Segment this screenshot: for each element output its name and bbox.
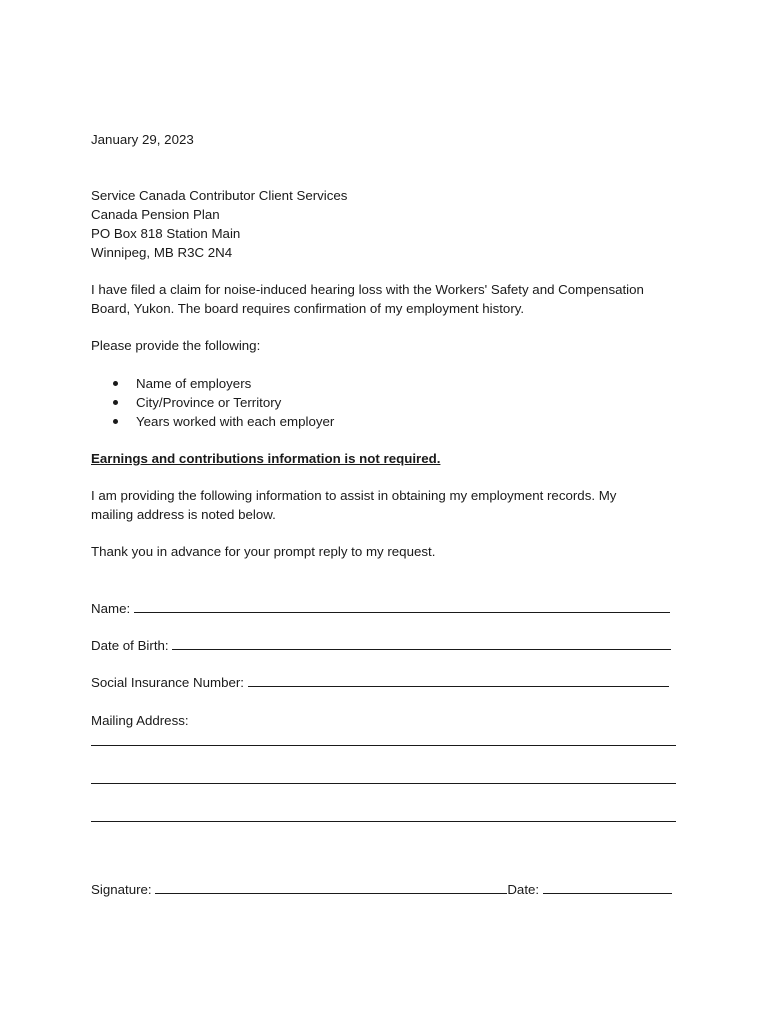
date-blank-line[interactable] [543,880,672,894]
name-field-row [91,599,670,618]
intro-line-1: I have filed a claim for noise-induced hearing loss with the Workers' Safety and Compensation [91,282,644,297]
list-item: Years worked with each employer [91,412,334,431]
recipient-line-4: Winnipeg, MB R3C 2N4 [91,245,233,260]
name-label: Name: [91,601,131,616]
providing-line-2: mailing address is noted below. [91,507,276,522]
date-label: Date: [507,882,540,897]
request-list [91,374,334,431]
signature-blank-line[interactable] [155,880,507,894]
recipient-line-3: PO Box 818 Station Main [91,226,241,241]
request-lead: Please provide the following: [91,338,261,353]
providing-paragraph [91,486,681,524]
signature-label: Signature: [91,882,152,897]
sin-label: Social Insurance Number: [91,675,244,690]
dob-field-row [91,636,671,655]
intro-paragraph [91,280,681,318]
signature-row [91,880,672,899]
address-label: Mailing Address: [91,713,189,728]
address-blank-line-1[interactable] [91,745,676,746]
bullet-icon [113,419,118,424]
thanks-line: Thank you in advance for your prompt reply to my request. [91,544,436,559]
dob-label: Date of Birth: [91,638,169,653]
sin-blank-line[interactable] [248,673,669,687]
intro-line-2: Board, Yukon. The board requires confirmation of my employment history. [91,301,525,316]
notice-not-required: Earnings and contributions information is not required. [91,451,441,466]
dob-blank-line[interactable] [172,636,671,650]
list-item: Name of employers [91,374,334,393]
address-blank-line-2[interactable] [91,783,676,784]
name-blank-line[interactable] [134,599,670,613]
recipient-line-2: Canada Pension Plan [91,207,220,222]
list-item: City/Province or Territory [91,393,334,412]
recipient-line-1: Service Canada Contributor Client Services [91,188,348,203]
letter-date: January 29, 2023 [91,132,194,147]
providing-line-1: I am providing the following information to assist in obtaining my employment records. My [91,488,617,503]
sin-field-row [91,673,669,692]
address-blank-line-3[interactable] [91,821,676,822]
bullet-icon [113,400,118,405]
bullet-icon [113,381,118,386]
